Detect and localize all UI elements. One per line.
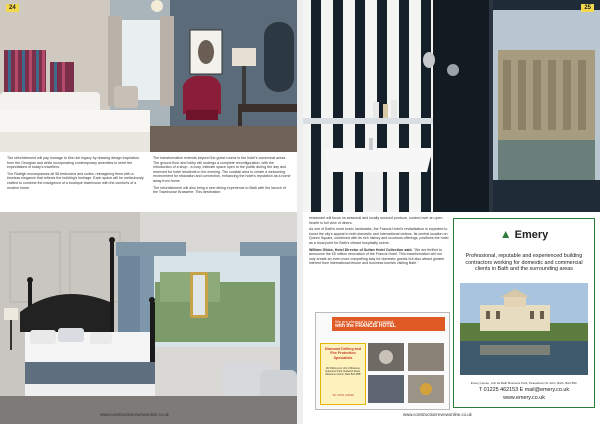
article-body (309, 216, 449, 266)
bedroom-photo-top (0, 0, 297, 152)
paragraph: restaurant will focus on seasonal and locally sourced produce, cooked over an open hearth in full view of diners. (309, 216, 443, 225)
paragraph: As one of Bath's most iconic landmarks, the Francis Hotel's revitalisation is expected to boost the city's appeal to both domestic and international visitors. Its central location on Queen Square, combined with its rich history and luxurious offerings, positions the hotel as a focal point for Bath's vibrant hospitality scene. (309, 227, 449, 245)
emery-building-photo (460, 283, 588, 375)
emery-logo (454, 227, 594, 241)
emery-website: www.emery.co.uk (503, 395, 545, 401)
advert-line-2: with the FRANCIS HOTEL (335, 323, 396, 329)
emery-blurb: Professional, reputable and experienced building contractors working for domestic and commercial clients in Bath and the surrounding areas (465, 253, 583, 273)
advert-line-1: We are pleased to be associated (335, 319, 394, 324)
advert-company: Diamond Drilling and Fire Protection Specialists (324, 347, 362, 360)
right-page (303, 0, 600, 424)
bathroom-photo (303, 0, 600, 212)
advert-company-box (320, 343, 366, 405)
text-column-2 (153, 156, 291, 197)
drilling-photos (368, 343, 444, 403)
bedroom-photo-bottom (0, 212, 297, 424)
quote-text: "We are thrilled to announce the £5 million renovation of the Francis Hotel. This transformation will not only create an even more compelling stay for domestic guests but also attract greater interest from international leisure and business tourists visiting Bath." (309, 247, 445, 266)
text-column-1 (7, 156, 145, 192)
paragraph: The Raleigh encompasses all 98 bedrooms and suites, reimagining them with a timeless elegance that reflects the building's heritage. Each space will be meticulously crafted to combine the indulgence of a boutique townhouse with the comforts of a modern home. (7, 171, 144, 190)
paragraph: The refurbishment will also bring a new dining experience to Bath with the launch of the Townhouse Brasserie. This destination (153, 185, 286, 195)
paragraph: The transformation extends beyond the guest rooms to the hotel's communal areas. The ground floor and lobby will undergo a complete reconfiguration, with the introduction of a shop - a cosy, intimate space open to the public during the day and reserved for hotel residents in the evening. The cocktail area to create a welcoming environment for relaxation and connection, enhancing the hotel's reputation as a home away from home. (153, 156, 291, 183)
emery-brand: Emery (514, 229, 549, 241)
page-number: 25 (581, 4, 594, 12)
francis-hotel-advert (315, 312, 450, 410)
page-number: 24 (6, 4, 19, 12)
advert-header (332, 317, 445, 331)
advert-phone: Tel: 01761 412048 (332, 394, 354, 397)
emery-mark-icon: ▲ (499, 227, 512, 241)
advert-details: MV Drilling Ltd, Unit 4 Midsomer Enterprise Park, Radstock Road, Midsomer Norton, Bath BA3 2BB (325, 367, 361, 376)
paragraph: The refurbishment will pay homage to this rich legacy by drawing design inspiration from the Georgian and while incorporating contemporary amenities to meet the expectations of today's travellers. (7, 156, 140, 170)
footer-url: www.constructionreviewonline.co.uk (100, 412, 169, 417)
footer-url: www.constructionreviewonline.co.uk (403, 412, 472, 417)
emery-address: Emery House, Unit 2a Bath Business Park, Peasedown St John, Bath, BA2 8SF (470, 381, 578, 385)
quote-attribution: William Gibbs, Hotel Director of Sultan Hotel Collection said: (309, 247, 413, 252)
emery-advert (453, 218, 595, 408)
emery-contact: T 01225 462153 E mail@emery.co.uk (478, 387, 570, 393)
left-page (0, 0, 297, 424)
